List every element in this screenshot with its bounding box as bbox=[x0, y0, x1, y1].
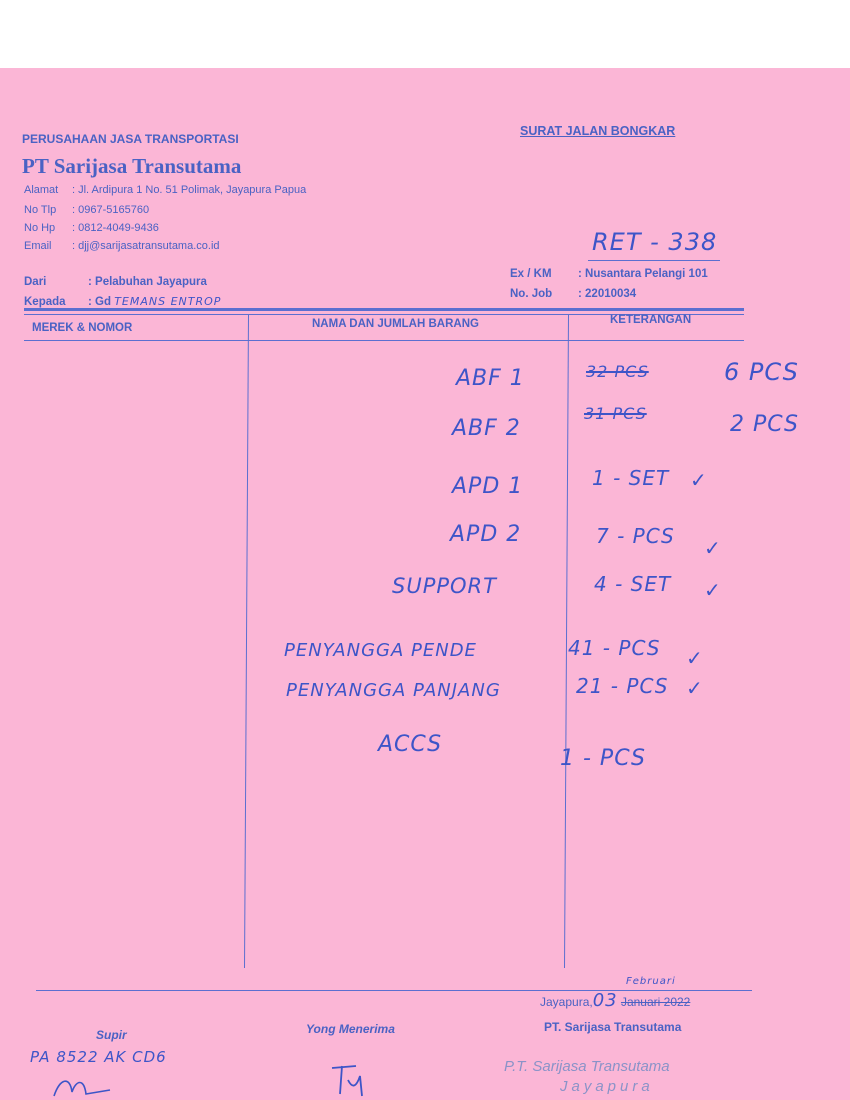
reference-number: RET - 338 bbox=[592, 228, 718, 256]
exkm-value: : Nusantara Pelangi 101 bbox=[578, 268, 708, 280]
phone-value: : 0967-5165760 bbox=[72, 204, 150, 216]
table-top-rule bbox=[24, 308, 744, 311]
address-line bbox=[24, 184, 306, 196]
item-name: PENYANGGA PANJANG bbox=[286, 680, 501, 701]
company-stamp-line2: Jayapura bbox=[560, 1078, 654, 1095]
nojob-value: : 22010034 bbox=[578, 288, 637, 300]
item-struck-qty: 32 PCS bbox=[586, 362, 649, 381]
address-label: Alamat bbox=[24, 184, 59, 196]
item-qty: 41 - PCS bbox=[568, 636, 661, 660]
column-header-keterangan: KETERANGAN bbox=[610, 314, 692, 326]
item-struck-qty: 31 PCS bbox=[584, 404, 647, 423]
item-qty: 21 - PCS bbox=[576, 674, 669, 698]
email-line bbox=[24, 240, 220, 252]
address-value: : Jl. Ardipura 1 No. 51 Polimak, Jayapura Papua bbox=[72, 184, 307, 196]
table-header-rule bbox=[24, 340, 744, 341]
column-divider-1 bbox=[244, 314, 249, 968]
receiver-signature bbox=[326, 1058, 370, 1098]
kepada-value: : Gd bbox=[88, 296, 111, 308]
dari-label: Dari bbox=[24, 276, 47, 288]
company-stamp-line1: P.T. Sarijasa Transutama bbox=[504, 1058, 670, 1075]
item-name: APD 1 bbox=[452, 474, 524, 499]
phone-label: No Tlp bbox=[24, 204, 57, 216]
check-mark-icon: ✓ bbox=[704, 536, 722, 560]
item-name: APD 2 bbox=[450, 522, 522, 547]
mobile-value: : 0812-4049-9436 bbox=[72, 222, 159, 234]
kepada-label: Kepada bbox=[24, 296, 66, 308]
day-handwritten: 03 bbox=[592, 990, 618, 1011]
item-name: ABF 2 bbox=[452, 416, 521, 441]
item-name: PENYANGGA PENDE bbox=[284, 640, 477, 661]
phone-line bbox=[24, 204, 149, 216]
nojob-label: No. Job bbox=[510, 288, 553, 300]
dari-line bbox=[24, 276, 207, 288]
supir-label: Supir bbox=[96, 1028, 127, 1042]
check-mark-icon: ✓ bbox=[686, 676, 704, 700]
place-date-line bbox=[540, 990, 690, 1011]
column-header-nama: NAMA DAN JUMLAH BARANG bbox=[312, 318, 479, 330]
company-name: PT Sarijasa Transutama bbox=[22, 154, 242, 178]
email-label: Email bbox=[24, 240, 52, 252]
item-qty: 2 PCS bbox=[730, 412, 799, 437]
exkm-label: Ex / KM bbox=[510, 268, 552, 280]
driver-signature bbox=[50, 1072, 140, 1100]
check-mark-icon: ✓ bbox=[690, 468, 708, 492]
exkm-line bbox=[510, 268, 708, 280]
vehicle-plate: PA 8522 AK CD6 bbox=[30, 1048, 167, 1066]
nojob-line bbox=[510, 288, 636, 300]
place-prefix: Jayapura, bbox=[540, 995, 593, 1009]
email-value: : djj@sarijasatransutama.co.id bbox=[72, 240, 220, 252]
check-mark-icon: ✓ bbox=[704, 578, 722, 602]
item-name: ACCS bbox=[378, 732, 443, 757]
dari-value: : Pelabuhan Jayapura bbox=[88, 276, 207, 288]
month-printed: Januari 2022 bbox=[620, 995, 691, 1009]
column-header-merek: MEREK & NOMOR bbox=[32, 322, 133, 334]
kepada-line bbox=[24, 295, 221, 308]
item-qty: 1 - PCS bbox=[560, 746, 646, 771]
company-signature-label: PT. Sarijasa Transutama bbox=[544, 1020, 682, 1034]
item-qty: 6 PCS bbox=[724, 358, 799, 386]
item-name: SUPPORT bbox=[392, 574, 497, 598]
kepada-handwritten: TEMANS ENTROP bbox=[114, 295, 222, 308]
penerima-label: Yong Menerima bbox=[306, 1022, 395, 1036]
check-mark-icon: ✓ bbox=[686, 646, 704, 670]
item-qty: 7 - PCS bbox=[596, 524, 675, 548]
mobile-label: No Hp bbox=[24, 222, 56, 234]
reference-underline bbox=[588, 260, 720, 261]
document-title: SURAT JALAN BONGKAR bbox=[520, 124, 676, 138]
item-name: ABF 1 bbox=[456, 366, 525, 391]
mobile-line bbox=[24, 222, 159, 234]
company-type: PERUSAHAAN JASA TRANSPORTASI bbox=[22, 132, 239, 146]
month-handwritten: Februari bbox=[626, 976, 676, 987]
item-qty: 1 - SET bbox=[592, 466, 670, 490]
item-qty: 4 - SET bbox=[594, 572, 672, 596]
document-sheet bbox=[0, 68, 850, 1100]
